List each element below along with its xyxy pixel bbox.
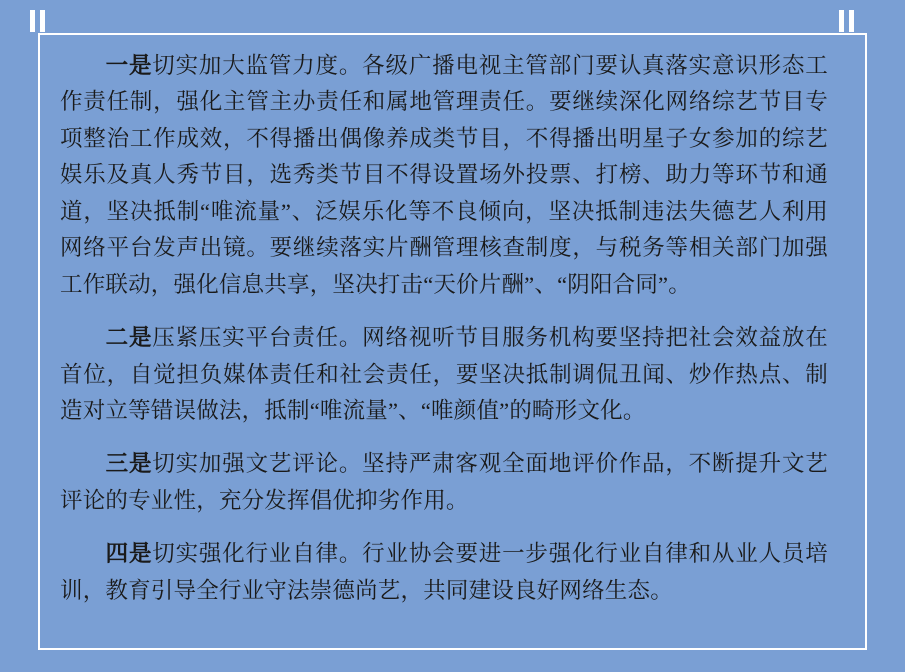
paragraph-3: [60, 446, 828, 519]
quote-bar: [40, 10, 45, 32]
quote-decoration-right: [839, 6, 859, 32]
paragraph-2-lead: 二是: [105, 325, 153, 351]
quote-decoration-left: [30, 6, 50, 32]
paragraph-1-body: 切实加大监管力度。各级广播电视主管部门要认真落实意识形态工作责任制，强化主管主办责任和属地管理责任。要继续深化网络综艺节目专项整治工作成效，不得播出偶像养成类节目，不得播出明星子女参加的综艺娱乐及真人秀节目，选秀类节目不得设置场外投票、打榜、助力等环节和通道，坚决抵制“唯流量”、泛娱乐化等不良倾向，坚决抵制违法失德艺人利用网络平台发声出镜。要继续落实片酬管理核查制度，与税务等相关部门加强工作联动，强化信息共享，坚决打击“天价片酬”、“阴阳合同”。: [60, 53, 828, 297]
paragraph-2-body: 压紧压实平台责任。网络视听节目服务机构要坚持把社会效益放在首位，自觉担负媒体责任和社会责任，要坚决抵制调侃丑闻、炒作热点、制造对立等错误做法，抵制“唯流量”、“唯颜值”的畸形文化。: [60, 325, 828, 423]
paragraph-4: [60, 536, 828, 609]
paragraph-1: [60, 48, 828, 303]
quote-bar: [839, 10, 844, 32]
document-body: [60, 48, 850, 638]
paragraph-3-lead: 三是: [105, 451, 153, 477]
paragraph-3-body: 切实加强文艺评论。坚持严肃客观全面地评价作品，不断提升文艺评论的专业性，充分发挥倡优抑劣作用。: [60, 451, 828, 513]
paragraph-2: [60, 320, 828, 429]
paragraph-4-lead: 四是: [105, 541, 153, 567]
paragraph-1-lead: 一是: [105, 53, 153, 78]
quote-bar: [30, 10, 35, 32]
quote-bar: [849, 10, 854, 32]
paragraph-4-body: 切实强化行业自律。行业协会要进一步强化行业自律和从业人员培训，教育引导全行业守法崇德尚艺，共同建设良好网络生态。: [60, 541, 828, 603]
